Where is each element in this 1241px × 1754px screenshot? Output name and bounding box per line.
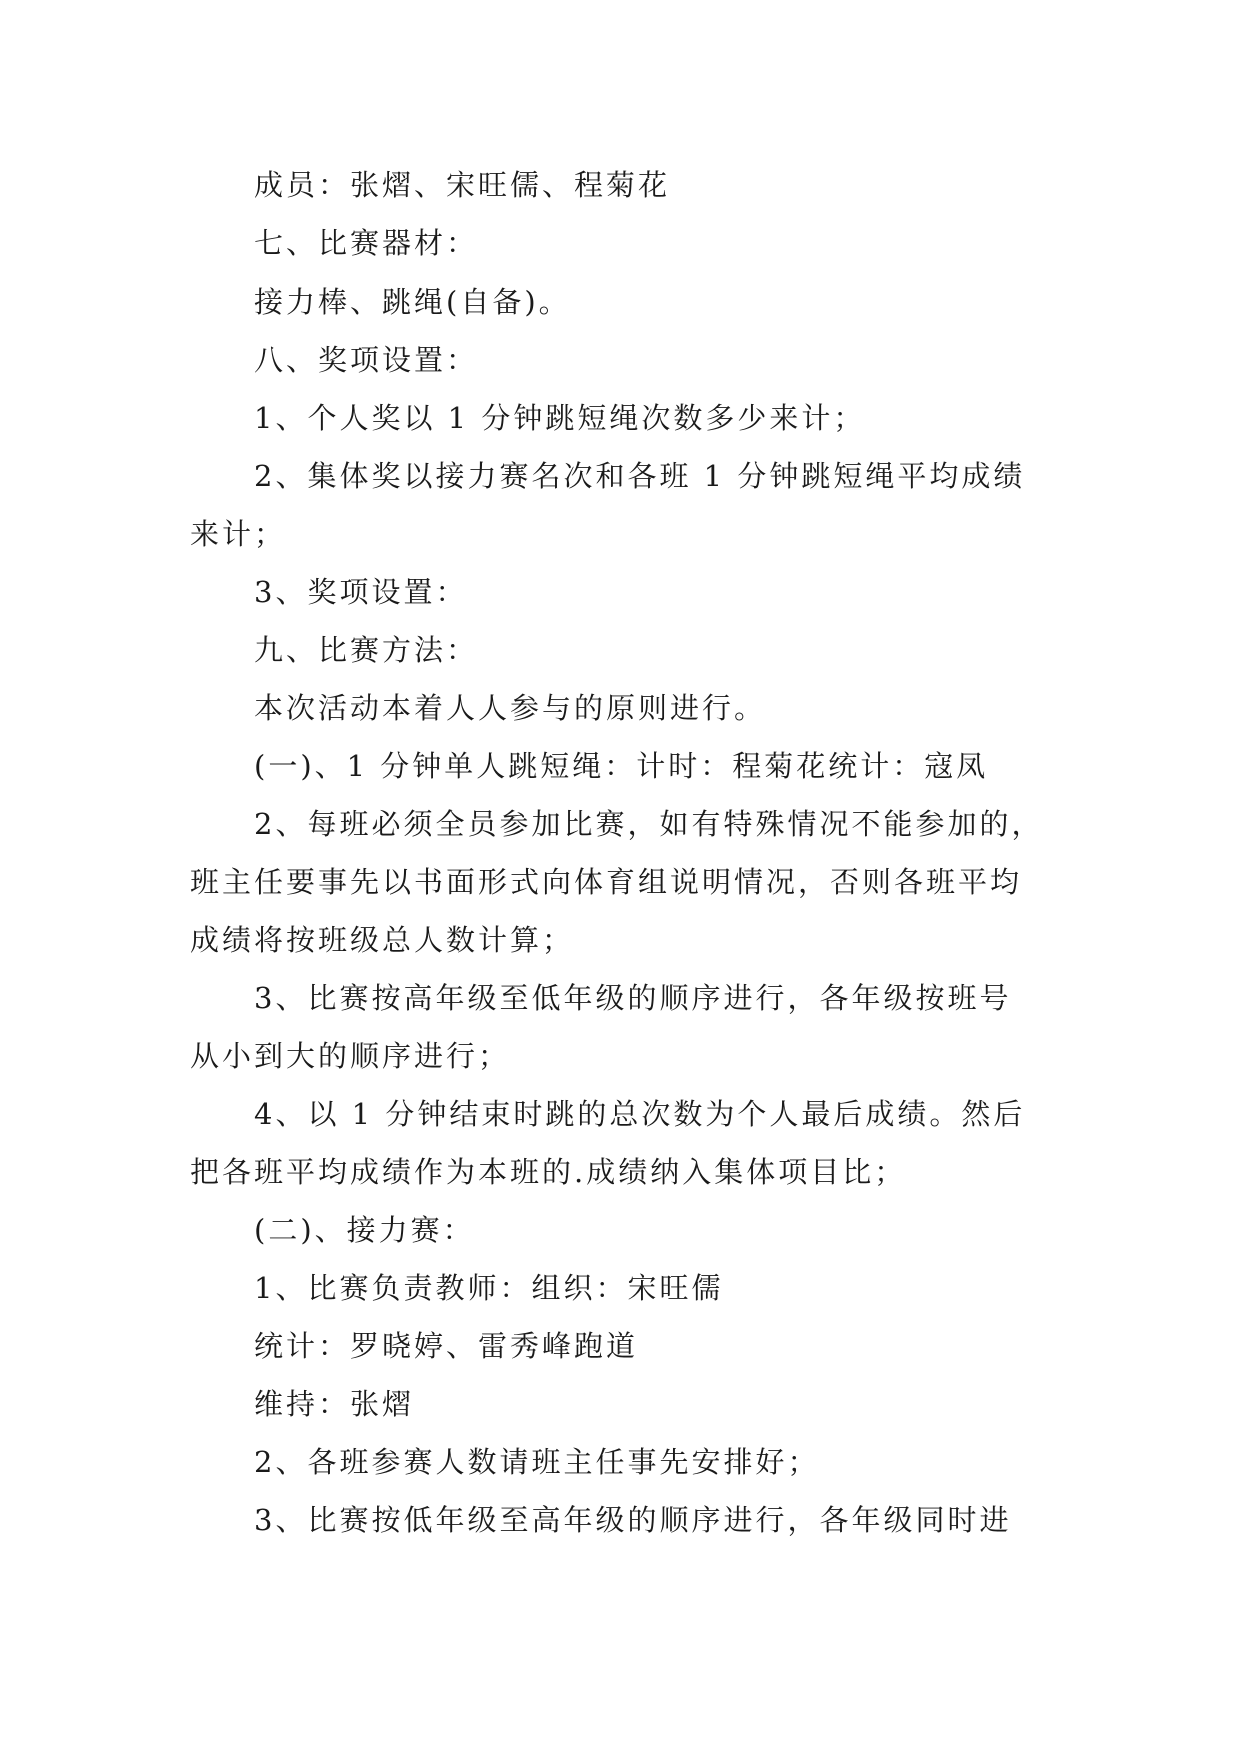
text-line-relay-1: 1、比赛负责教师：组织：宋旺儒 <box>254 1271 724 1305</box>
text-line-relay-3: 3、比赛按低年级至高年级的顺序进行，各年级同时进 <box>254 1503 1012 1537</box>
subheading-relay: (二)、接力赛： <box>254 1213 475 1247</box>
text-line-relay-maintain: 维持：张熠 <box>254 1387 415 1421</box>
heading-awards: 八、奖项设置： <box>254 343 479 377</box>
text-line-rule-4: 4、以 1 分钟结束时跳的总次数为个人最后成绩。然后 <box>254 1097 1026 1131</box>
text-line-award-2-cont: 来计； <box>190 517 287 551</box>
text-line-members: 成员：张熠、宋旺儒、程菊花 <box>254 168 671 202</box>
text-line-award-2: 2、集体奖以接力赛名次和各班 1 分钟跳短绳平均成绩 <box>254 459 1026 493</box>
text-line-award-3: 3、奖项设置： <box>254 575 468 609</box>
text-line-award-1: 1、个人奖以 1 分钟跳短绳次数多少来计； <box>254 401 866 435</box>
text-line-rule-2: 2、每班必须全员参加比赛，如有特殊情况不能参加的， <box>254 807 1044 841</box>
text-line-relay-2: 2、各班参赛人数请班主任事先安排好； <box>254 1445 820 1479</box>
subheading-rope-skipping: (一)、1 分钟单人跳短绳：计时：程菊花统计：寇凤 <box>254 749 989 783</box>
text-line-rule-3: 3、比赛按高年级至低年级的顺序进行，各年级按班号 <box>254 981 1012 1015</box>
text-line-rule-3-cont: 从小到大的顺序进行； <box>190 1039 511 1073</box>
text-line-principle: 本次活动本着人人参与的原则进行。 <box>254 691 767 725</box>
text-line-equipment: 接力棒、跳绳(自备)。 <box>254 285 571 319</box>
text-line-rule-4-cont: 把各班平均成绩作为本班的.成绩纳入集体项目比； <box>190 1155 907 1189</box>
text-line-relay-stats: 统计：罗晓婷、雷秀峰跑道 <box>254 1329 639 1363</box>
heading-equipment: 七、比赛器材： <box>254 226 479 260</box>
text-line-rule-2-cont-1: 班主任要事先以书面形式向体育组说明情况，否则各班平均 <box>190 865 1023 899</box>
text-line-rule-2-cont-2: 成绩将按班级总人数计算； <box>190 923 575 957</box>
heading-method: 九、比赛方法： <box>254 633 479 667</box>
